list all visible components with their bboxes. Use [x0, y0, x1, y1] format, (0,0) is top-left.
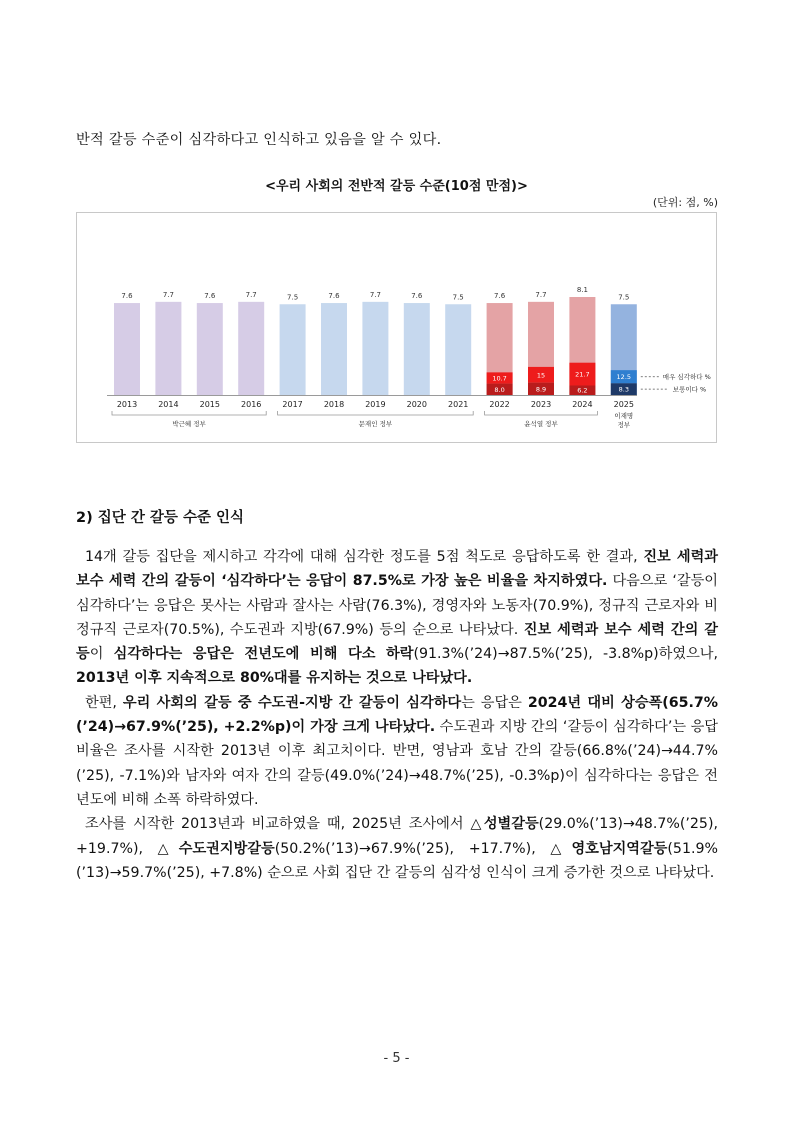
p3-text-a: 조사를 시작한 2013년과 비교하였을 때, 2025년 조사에서 △: [85, 816, 484, 833]
x-sublabel-1-2025: 이재명: [614, 412, 634, 420]
x-tick-2020: 2020: [406, 400, 427, 409]
bar-mean-2016: [238, 302, 264, 395]
bar-mean-2013: [114, 303, 140, 395]
bar-mean-2019: [362, 302, 388, 395]
bar-label-2016: 7.7: [245, 290, 257, 299]
group-bracket-1: [278, 411, 474, 415]
paragraph-1: [76, 545, 718, 691]
legend-normal: 보통이다 %: [672, 385, 707, 394]
x-tick-2023: 2023: [530, 400, 552, 409]
p2-text-e: 수도권과 지방 간의 ‘갈등이 심각하다’는 응답 비율은 조사를 시작한 2013년 이후 최고치이다. 반면, 영남과 호남 간의 갈등(66.8%(’24)→44.7%(’25), -7.1%)와 남자와 여자 간의 갈등(49.0%(’24)→48.7%(’25), -0.3%p)이 심각하다는 응답은 전년도에 비해 소폭 하락하였다.: [76, 719, 718, 808]
bar-label-2015: 7.6: [204, 292, 216, 301]
bar-mean-2018: [321, 303, 347, 395]
bar-label-2021: 7.5: [452, 293, 464, 302]
x-tick-2019: 2019: [365, 400, 386, 409]
p1-bold-d: 진보 세력과 보수 세력 간의 갈등: [76, 621, 718, 663]
p1-bold-b: 진보 세력과 보수 세력 간의 갈등이 ‘심각하다’는 응답이 87.5%로 가장 높은 비율을 차지하였다.: [76, 549, 718, 590]
x-tick-2025: 2025: [613, 400, 634, 409]
paragraph-2: [76, 691, 718, 812]
bar-label-2022: 7.6: [494, 292, 506, 301]
section-title: 2) 집단 간 갈등 수준 인식: [76, 510, 245, 526]
label-very-serious-2024: 21.7: [575, 370, 590, 379]
bar-label-2013: 7.6: [121, 292, 133, 301]
x-tick-2021: 2021: [448, 400, 469, 409]
p3-bold-f: 영호남지역갈등: [571, 840, 668, 857]
bar-mean-2017: [280, 304, 306, 395]
bar-label-2024: 8.1: [576, 286, 588, 294]
label-very-serious-2025: 12.5: [616, 373, 632, 382]
bar-mean-2020: [404, 303, 430, 395]
p1-bold-f: 심각하다는 응답은 전년도에 비해 다소 하락: [113, 646, 414, 663]
conflict-level-chart: [77, 213, 718, 444]
intro-line: 반적 갈등 수준이 심각하다고 인식하고 있음을 알 수 있다.: [76, 132, 442, 148]
body-text: [76, 545, 718, 885]
group-bracket-2: [485, 411, 598, 415]
p1-bold-h: 2013년 이후 지속적으로 80%대를 유지하는 것으로 나타났다.: [76, 670, 473, 687]
bar-label-2018: 7.6: [328, 292, 340, 301]
x-tick-2013: 2013: [116, 400, 138, 409]
group-label-1: 문재인 정부: [358, 420, 393, 428]
label-normal-2025: 8.3: [618, 385, 629, 394]
paragraph-3: [76, 812, 718, 885]
group-label-2: 윤석열 정부: [524, 420, 558, 428]
page-number: - 5 -: [383, 1051, 410, 1066]
p2-text-a: 한편,: [85, 694, 123, 711]
p2-bold-b: 우리 사회의 갈등 중 수도권-지방 간 갈등이 심각하다: [122, 694, 462, 711]
bar-mean-2021: [445, 304, 471, 395]
group-label-0: 박근혜 정부: [172, 420, 206, 428]
x-sublabel-2-2025: 정부: [617, 421, 631, 429]
p1-text-c: 다음으로 ‘갈등이 심각하다’는 응답은 못사는 사람과 잘사는 사람(76.3%), 경영자와 노동자(70.9%), 정규직 근로자와 비정규직 근로자(70.5%), 수도권과 지방(67.9%) 등의 순으로 나타났다.: [76, 573, 718, 638]
x-tick-2024: 2024: [572, 400, 593, 409]
x-tick-2016: 2016: [241, 400, 262, 409]
bar-label-2025: 7.5: [618, 293, 630, 302]
legend-very-serious: 매우 심각하다 %: [662, 373, 711, 382]
p2-text-c: 는 응답은: [461, 694, 528, 711]
label-normal-2023: 8.9: [535, 385, 547, 394]
p3-bold-b: 성별갈등: [483, 816, 539, 833]
p3-bold-d: 수도권지방갈등: [178, 840, 275, 857]
bar-mean-2014: [155, 302, 181, 395]
p1-text-g: (91.3%(’24)→87.5%(’25), -3.8%p)하였으나,: [413, 646, 719, 663]
bar-mean-2015: [197, 303, 223, 395]
chart-unit-label: (단위: 점, %): [652, 196, 718, 209]
x-tick-2015: 2015: [199, 400, 220, 409]
p1-text-a: 14개 갈등 집단을 제시하고 각각에 대해 심각한 정도를 5점 척도로 응답하도록 한 결과,: [85, 549, 644, 565]
bar-label-2023: 7.7: [535, 290, 547, 299]
p2-bold-d: 2024년 대비 상승폭(65.7%(’24)→67.9%(’25), +2.2%p)이 가장 크게 나타났다.: [76, 694, 718, 736]
bar-label-2020: 7.6: [411, 292, 423, 301]
x-tick-2018: 2018: [323, 400, 345, 409]
group-bracket-0: [112, 411, 266, 415]
label-very-serious-2023: 15: [536, 371, 546, 380]
x-tick-2017: 2017: [282, 400, 303, 409]
x-tick-2014: 2014: [158, 400, 179, 409]
x-tick-2022: 2022: [489, 400, 510, 409]
chart-title: <우리 사회의 전반적 갈등 수준(10점 만점)>: [265, 179, 528, 194]
bar-label-2014: 7.7: [162, 290, 174, 299]
p1-text-e: 이: [89, 646, 114, 663]
label-normal-2022: 8.0: [494, 385, 505, 394]
p3-text-e: (50.2%(’13)→67.9%(’25), +17.7%), △: [274, 840, 572, 857]
p3-text-c: (29.0%(’13)→48.7%(’25), +19.7%), △: [76, 816, 718, 857]
bar-label-2017: 7.5: [287, 293, 299, 302]
p3-text-g: (51.9%(’13)→59.7%(’25), +7.8%) 순으로 사회 집단 간 갈등의 심각성 인식이 크게 증가한 것으로 나타났다.: [76, 840, 718, 881]
label-very-serious-2022: 10.7: [492, 374, 507, 383]
bar-label-2019: 7.7: [369, 290, 381, 299]
label-normal-2024: 6.2: [577, 386, 588, 395]
chart-container: [76, 212, 717, 443]
